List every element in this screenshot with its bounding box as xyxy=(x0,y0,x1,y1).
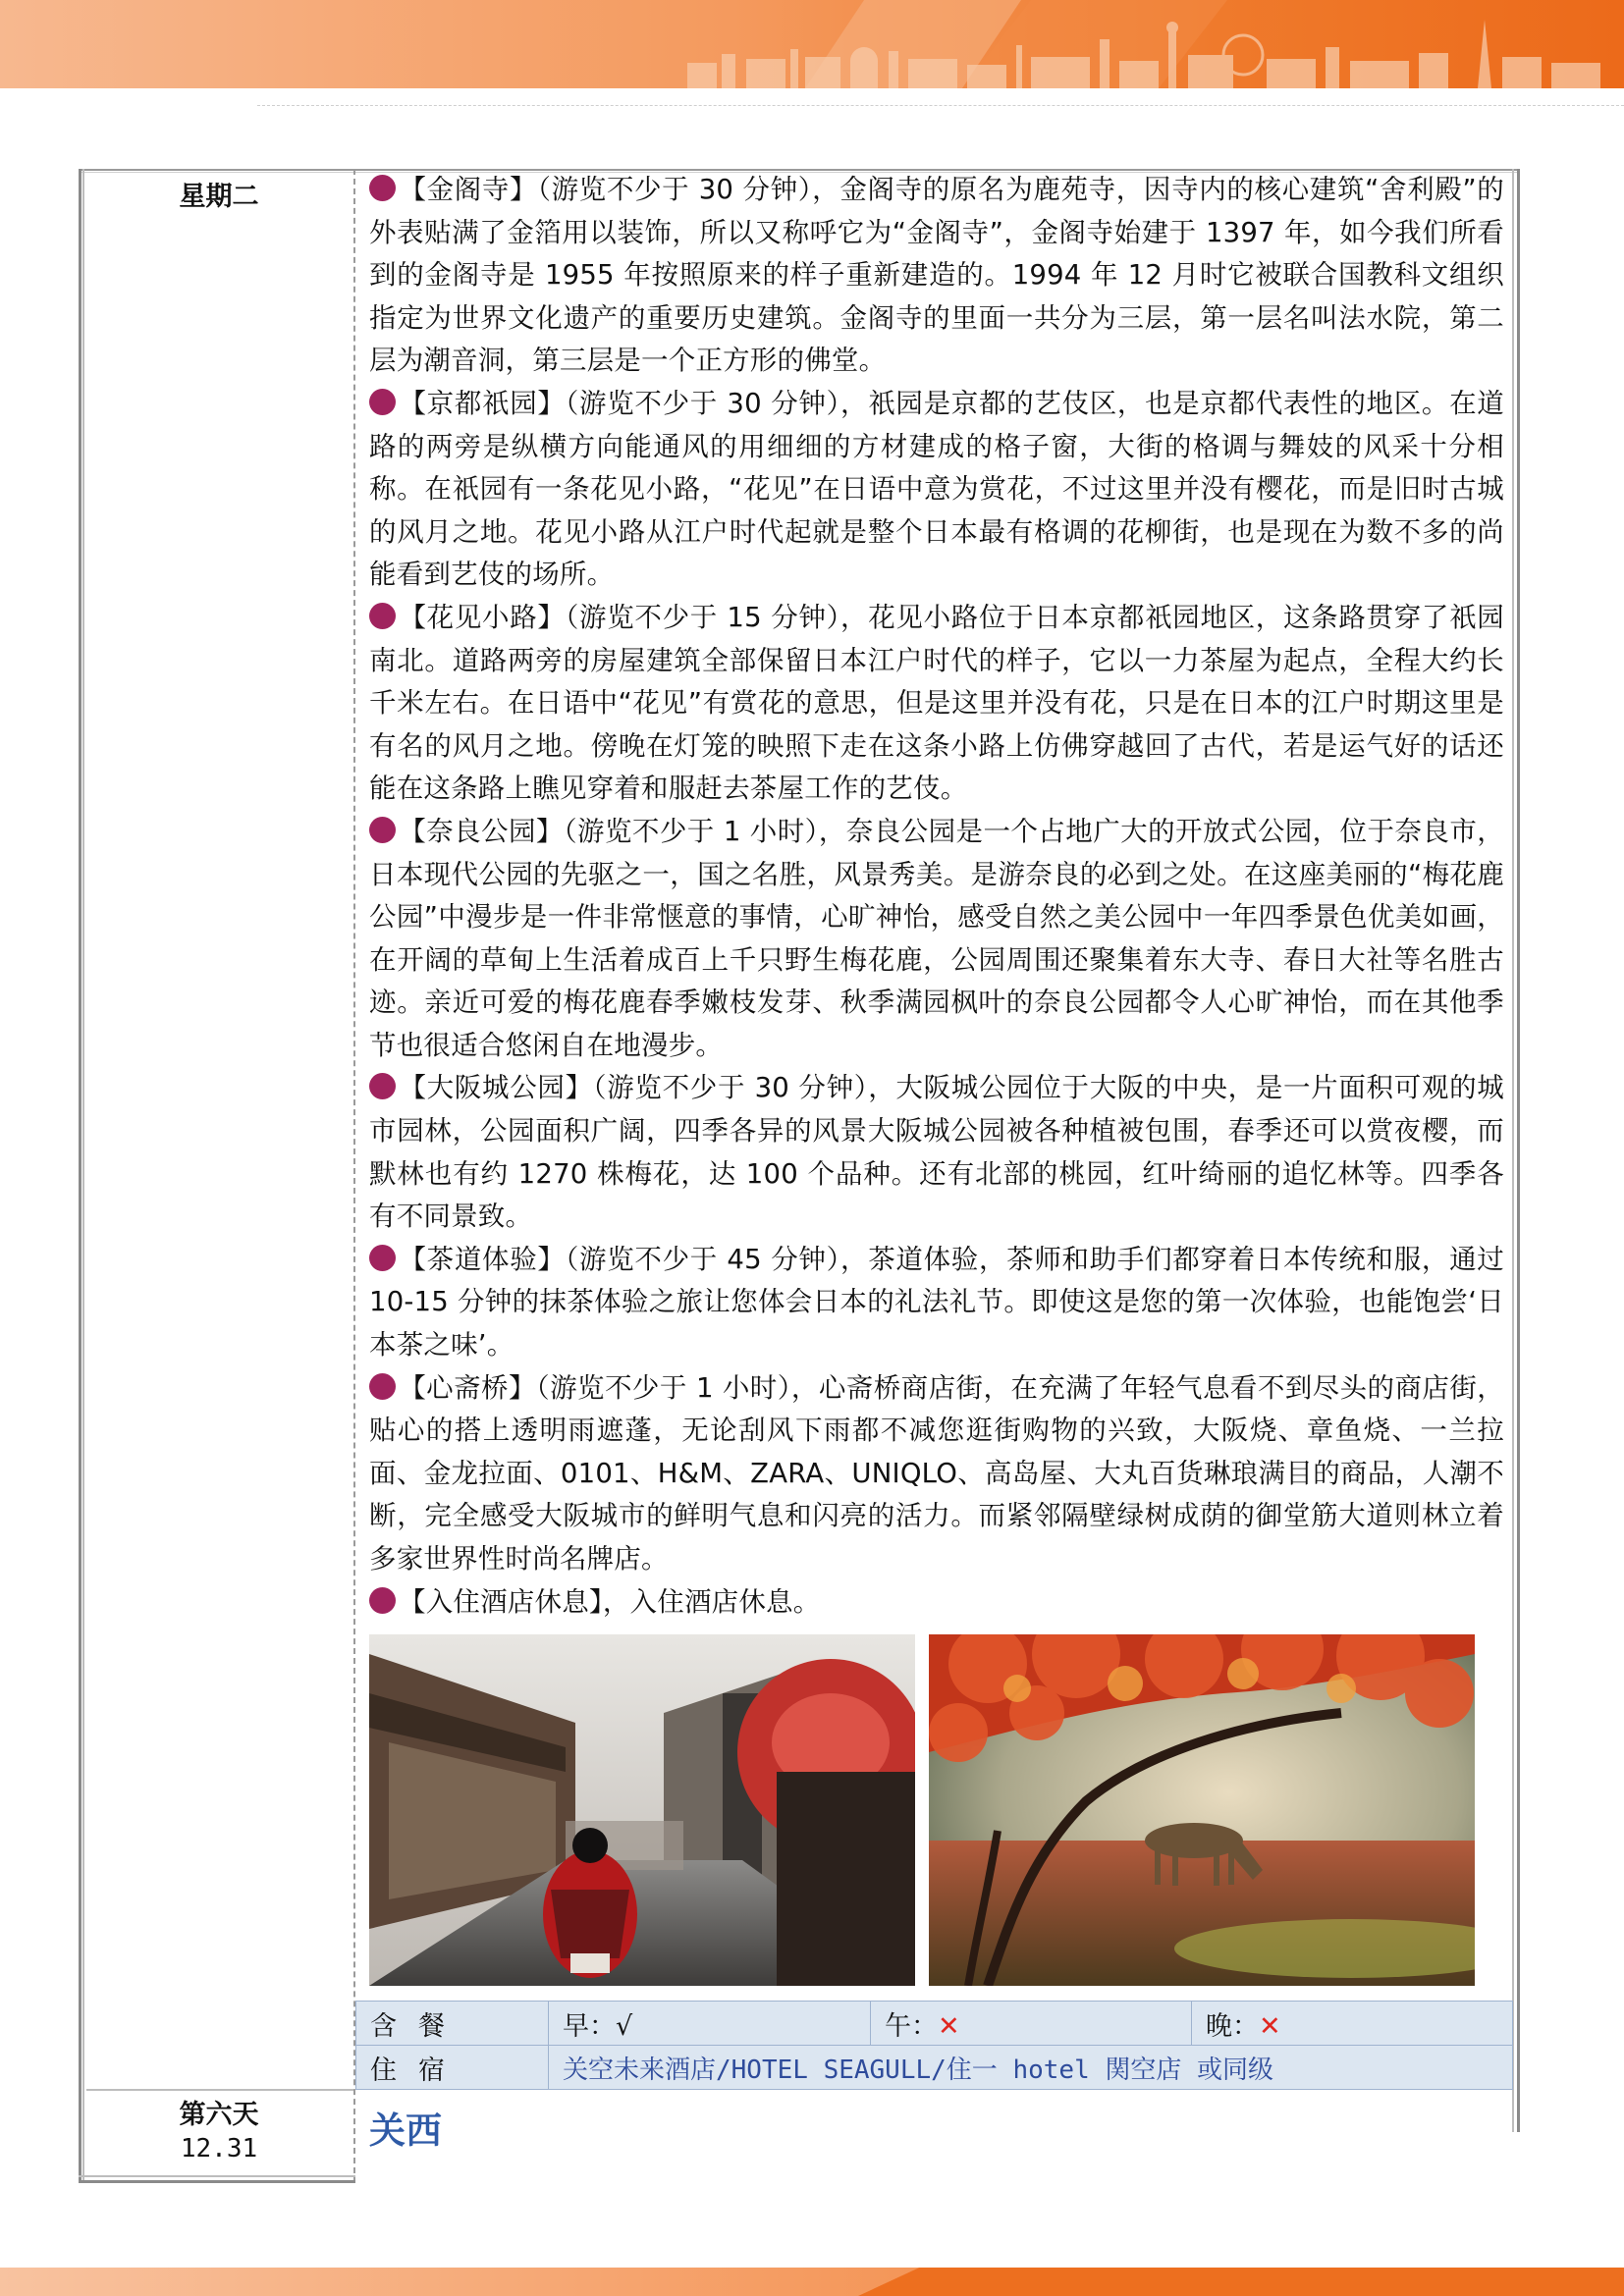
attraction-title: 【心斋桥】 xyxy=(399,1371,536,1404)
meals-label: 含餐 xyxy=(356,2002,549,2046)
breakfast-check-icon: √ xyxy=(616,2010,633,2042)
breakfast-label: 早： xyxy=(563,2010,616,2042)
lunch-cell xyxy=(871,2002,1192,2046)
photo-row xyxy=(369,1634,1508,1988)
dinner-cell xyxy=(1192,2002,1513,2046)
attraction-desc: ，大阪城公园位于大阪的中央，是一片面积可观的城市园林，公园面积广阔，四季各异的风景大阪城公园被各种植被包围，春季还可以赏夜樱，而默林也有约 1270 株梅花，达 100 个品种。还有北部的桃园，红叶绮丽的追忆林等。四季各有不同景致。 xyxy=(369,1072,1504,1233)
attraction-hanamikoji xyxy=(369,597,1504,811)
day-separator xyxy=(86,2089,353,2091)
attraction-osaka-castle-park xyxy=(369,1067,1504,1238)
attraction-title: 【入住酒店休息】 xyxy=(399,1585,603,1618)
attraction-duration: （游览不少于 30 分钟） xyxy=(592,1072,869,1104)
attraction-kinkakuji xyxy=(369,169,1504,383)
table-border-right xyxy=(1512,169,1520,2132)
meal-lodging-table xyxy=(355,2001,1513,2090)
attraction-nara-park xyxy=(369,811,1504,1068)
attraction-desc: ，花见小路位于日本京都祇园地区，这条路贯穿了祇园南北。道路两旁的房屋建筑全部保留日本江户时代的样子，它以一力茶屋为起点，全程大约长千米左右。在日语中“花见”有赏花的意思，但是这里并没有花，只是在日本的江户时期这里是有名的风月之地。傍晚在灯笼的映照下走在这条小路上仿佛穿越回了古代，若是运气好的话还能在这条路上瞧见穿着和服赶去茶屋工作的艺伎。 xyxy=(369,601,1504,805)
attraction-title: 【奈良公园】 xyxy=(399,815,564,847)
bullet-icon xyxy=(369,603,396,629)
bullet-icon xyxy=(369,389,396,415)
lunch-label: 午： xyxy=(885,2010,938,2042)
attraction-desc: ，入住酒店休息。 xyxy=(602,1585,821,1618)
attraction-duration: （游览不少于 1 小时） xyxy=(563,815,819,847)
dinner-label: 晚： xyxy=(1206,2010,1259,2042)
attraction-title: 【金阁寺】 xyxy=(399,174,538,205)
attraction-duration: （游览不少于 15 分钟） xyxy=(565,601,841,633)
attraction-gion xyxy=(369,383,1504,597)
table-border-left xyxy=(79,169,84,2183)
meals-row xyxy=(356,2002,1513,2046)
bullet-icon xyxy=(369,817,396,843)
hotel-checkin xyxy=(369,1581,1504,1625)
attraction-tea-ceremony xyxy=(369,1239,1504,1367)
attraction-duration: （游览不少于 45 分钟） xyxy=(565,1243,841,1275)
lodging-label: 住宿 xyxy=(356,2046,549,2090)
attraction-title: 【大阪城公园】 xyxy=(399,1072,593,1104)
bullet-icon xyxy=(369,1073,396,1099)
attraction-title: 【花见小路】 xyxy=(399,601,566,633)
attraction-desc: ，心斋桥商店街，在充满了年轻气息看不到尽头的商店街，贴心的搭上透明雨遮蓬，无论刮风下雨都不减您逛街购物的兴致，大阪烧、章鱼烧、一兰拉面、金龙拉面、0101、H&M、ZARA、UNIQLO、高岛屋、大丸百货琳琅满目的商品，人潮不断，完全感受大阪城市的鲜明气息和闪亮的活力。而紧邻隔壁绿树成荫的御堂筋大道则林立着多家世界性时尚名牌店。 xyxy=(369,1371,1505,1575)
attraction-title: 【茶道体验】 xyxy=(399,1243,566,1275)
attraction-desc: ，金阁寺的原名为鹿苑寺，因寺内的核心建筑“舍利殿”的外表贴满了金箔用以装饰，所以又称呼它为“金阁寺”，金阁寺始建于 1397 年，如今我们所看到的金阁寺是 1955 年按照原来的样子重新建造的。1994 年 12 月时它被联合国教科文组织指定为世界文化遗产的重要历史建筑。金阁寺的里面一共分为三层，第一层名叫法水院，第二层为潮音洞，第三层是一个正方形的佛堂。 xyxy=(369,174,1505,377)
city-skyline-decoration xyxy=(0,0,1624,88)
attraction-duration: （游览不少于 30 分钟） xyxy=(565,387,841,419)
itinerary-table xyxy=(79,169,1520,2183)
lodging-row xyxy=(356,2046,1513,2090)
footer-banner xyxy=(0,2268,1624,2296)
day-description xyxy=(369,169,1504,1624)
bullet-icon xyxy=(369,1373,396,1400)
dinner-cross-icon: ✕ xyxy=(1259,2010,1281,2042)
attraction-desc: ，茶道体验，茶师和助手们都穿着日本传统和服，通过 10-15 分钟的抹茶体验之旅让您体会日本的礼法礼节。即使这是您的第一次体验，也能饱尝‘日本茶之味’。 xyxy=(369,1243,1504,1362)
bullet-icon xyxy=(369,175,396,201)
day-date-label: 12.31 xyxy=(180,2134,258,2163)
bullet-icon xyxy=(369,1587,396,1614)
lodging-cell xyxy=(549,2046,1513,2090)
kimono-street-photo xyxy=(369,1634,915,1986)
weekday-label: 星期二 xyxy=(179,182,259,212)
hotel-name: 关空未来酒店/HOTEL SEAGULL/住一 hotel 関空店 或同级 xyxy=(563,2055,1274,2085)
attraction-duration: （游览不少于 1 小时） xyxy=(535,1371,791,1404)
header-divider xyxy=(257,105,1624,106)
attraction-desc: ，祇园是京都的艺伎区，也是京都代表性的地区。在道路的两旁是纵横方向能通风的用细细的方材建成的格子窗，大街的格调与舞妓的风采十分相称。在祇园有一条花见小路，“花见”在日语中意为赏花，不过这里并没有樱花，而是旧时古城的风月之地。花见小路从江户时代起就是整个日本最有格调的花柳街，也是现在为数不多的尚能看到艺伎的场所。 xyxy=(369,387,1504,591)
deer-autumn-photo xyxy=(929,1634,1475,1986)
table-border-bottom xyxy=(79,2175,355,2183)
attraction-desc: ，奈良公园是一个占地广大的开放式公园，位于奈良市，日本现代公园的先驱之一，国之名胜，风景秀美。是游奈良的必到之处。在这座美丽的“梅花鹿公园”中漫步是一件非常惬意的事情，心旷神怡，感受自然之美公园中一年四季景色优美如画，在开阔的草甸上生活着成百上千只野生梅花鹿，公园周围还聚集着东大寺、春日大社等名胜古迹。亲近可爱的梅花鹿春季嫩枝发芽、秋季满园枫叶的奈良公园都令人心旷神怡，而在其他季节也很适合悠闲自在地漫步。 xyxy=(369,815,1505,1061)
header-banner xyxy=(0,0,1624,88)
attraction-shinsaibashi xyxy=(369,1367,1504,1581)
breakfast-cell xyxy=(549,2002,871,2046)
bullet-icon xyxy=(369,1245,396,1271)
column-divider xyxy=(353,169,355,2183)
day-number-label: 第六天 xyxy=(179,2100,259,2130)
lunch-cross-icon: ✕ xyxy=(938,2010,960,2042)
day-region-title: 关西 xyxy=(369,2109,442,2152)
footer-accent xyxy=(858,2268,1624,2296)
attraction-duration: （游览不少于 30 分钟） xyxy=(537,174,813,205)
attraction-title: 【京都祇园】 xyxy=(399,387,566,419)
